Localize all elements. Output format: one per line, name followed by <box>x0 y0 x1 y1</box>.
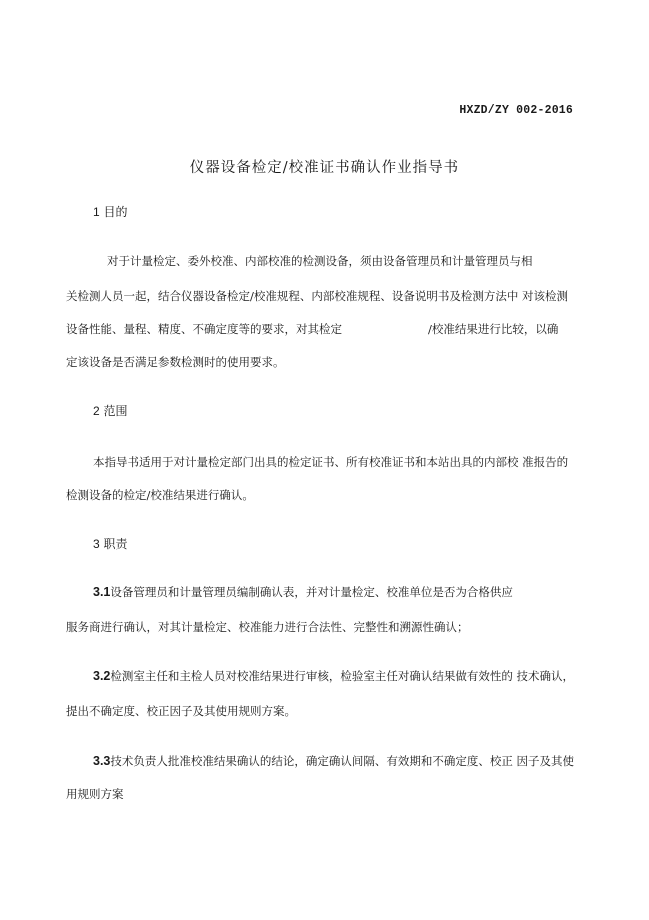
duty-3-2-line-1 <box>93 669 574 683</box>
duty-3-2-line-2: 提出不确定度、校正因子及其使用规则方案。 <box>66 704 296 718</box>
purpose-line-3-part-a: 设备性能、量程、精度、不确定度等的要求，对其检定 <box>66 322 342 336</box>
section-3-title: 职责 <box>103 537 128 551</box>
duty-3-2-text-1: 检测室主任和主检人员对校准结果进行审核，检验室主任对确认结果做有效性的 技术确认， <box>110 669 575 683</box>
purpose-line-2: 关检测人员一起，结合仪器设备检定/校准规程、内部校准规程、设备说明书及检测方法中 对该检测 <box>66 289 569 303</box>
section-2-heading <box>93 404 128 418</box>
document-title: 仪器设备检定/校准证书确认作业指导书 <box>189 160 460 176</box>
purpose-line-3 <box>66 322 558 336</box>
duty-3-3-line-1 <box>93 754 574 768</box>
duty-3-3-number: 3.3 <box>93 754 111 768</box>
section-3-heading <box>93 537 128 551</box>
duty-3-1-number: 3.1 <box>93 585 111 599</box>
purpose-line-4: 定该设备是否满足参数检测时的使用要求。 <box>66 355 285 369</box>
duty-3-1-line-2: 服务商进行确认，对其计量检定、校准能力进行合法性、完整性和溯源性确认； <box>66 620 469 634</box>
section-2-number: 2 <box>93 404 100 418</box>
duty-3-3-line-2: 用规则方案 <box>66 787 124 801</box>
purpose-line-3-part-b: /校准结果进行比较，以确 <box>428 322 559 336</box>
section-3-number: 3 <box>93 537 100 551</box>
duty-3-3-text-1: 技术负责人批准校准结果确认的结论，确定确认间隔、有效期和不确定度、校正 因子及其使 <box>110 754 575 768</box>
section-1-heading <box>93 205 128 219</box>
section-1-number: 1 <box>93 205 100 219</box>
scope-line-2: 检测设备的检定/校准结果进行确认。 <box>66 488 254 502</box>
scope-line-1: 本指导书适用于对计量检定部门出具的检定证书、所有校准证书和本站出具的内部校 准报告的 <box>93 455 569 469</box>
section-1-title: 目的 <box>103 205 128 219</box>
purpose-line-1: 对于计量检定、委外校准、内部校准的检测设备，须由设备管理员和计量管理员与相 <box>107 254 533 268</box>
duty-3-1-text-1: 设备管理员和计量管理员编制确认表，并对计量检定、校准单位是否为合格供应 <box>110 585 513 599</box>
document-code: HXZD/ZY 002-2016 <box>459 104 573 117</box>
duty-3-1-line-1 <box>93 585 513 599</box>
duty-3-2-number: 3.2 <box>93 669 111 683</box>
section-2-title: 范围 <box>103 404 128 418</box>
